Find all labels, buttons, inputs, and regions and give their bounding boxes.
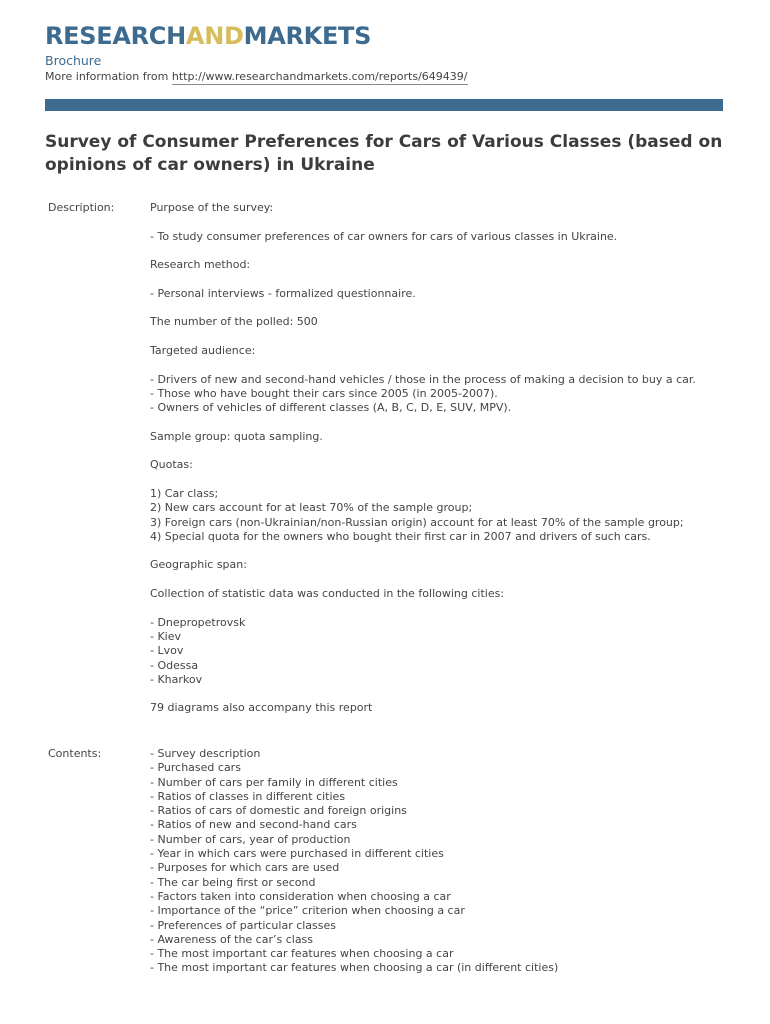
- contents-list: [150, 747, 558, 976]
- method-heading: Research method:: [150, 258, 251, 272]
- logo-markets: MARKETS: [243, 22, 372, 50]
- more-info-prefix: More information from: [45, 70, 172, 83]
- list-item: - The most important car features when choosing a car: [150, 947, 454, 961]
- logo-and: AND: [185, 22, 244, 50]
- method-text: - Personal interviews - formalized questionnaire.: [150, 286, 416, 300]
- more-info-line: [45, 70, 468, 83]
- sample-group: Sample group: quota sampling.: [150, 429, 323, 443]
- diagrams-note: 79 diagrams also accompany this report: [150, 701, 373, 715]
- list-item: - Ratios of classes in different cities: [150, 789, 346, 803]
- list-item: - Number of cars per family in different cities: [150, 775, 398, 789]
- list-item: - Importance of the “price” criterion when choosing a car: [150, 904, 465, 918]
- quotas-heading: Quotas:: [150, 458, 193, 472]
- geo-text: Collection of statistic data was conducted in the following cities:: [150, 587, 505, 601]
- list-item: - Purchased cars: [150, 761, 241, 775]
- list-item: - Ratios of new and second-hand cars: [150, 818, 357, 832]
- list-item: - Awareness of the car’s class: [150, 932, 314, 946]
- list-item: - The car being first or second: [150, 875, 316, 889]
- description-label: Description:: [48, 201, 115, 214]
- list-item: - Preferences of particular classes: [150, 918, 337, 932]
- audience-list: [150, 373, 730, 416]
- list-item: - Odessa: [150, 658, 199, 672]
- list-item: - Lvov: [150, 644, 184, 658]
- list-item: - Owners of vehicles of different classes (A, B, C, D, E, SUV, MPV).: [150, 401, 512, 415]
- list-item: - Survey description: [150, 747, 261, 760]
- header-divider-bar: [45, 99, 723, 111]
- list-item: - Kharkov: [150, 672, 203, 686]
- contents-label: Contents:: [48, 747, 102, 760]
- logo-research: RESEARCH: [45, 22, 186, 50]
- purpose-text: - To study consumer preferences of car owners for cars of various classes in Ukraine.: [150, 229, 618, 243]
- list-item: - Year in which cars were purchased in different cities: [150, 847, 444, 861]
- list-item: - The most important car features when choosing a car (in different cities): [150, 961, 559, 975]
- list-item: - Purposes for which cars are used: [150, 861, 340, 875]
- audience-heading: Targeted audience:: [150, 343, 256, 357]
- list-item: - Factors taken into consideration when choosing a car: [150, 889, 451, 903]
- list-item: 4) Special quota for the owners who bought their first car in 2007 and drivers of such cars.: [150, 529, 651, 543]
- geo-heading: Geographic span:: [150, 558, 247, 572]
- list-item: - Ratios of cars of domestic and foreign origins: [150, 804, 407, 818]
- quotas-list: [150, 487, 730, 544]
- description-body: [150, 201, 730, 730]
- logo: [45, 22, 371, 50]
- list-item: - Those who have bought their cars since 2005 (in 2005-2007).: [150, 386, 498, 400]
- list-item: - Drivers of new and second-hand vehicles / those in the process of making a decision to buy a car.: [150, 372, 696, 386]
- purpose-heading: Purpose of the survey:: [150, 201, 274, 214]
- polled-count: The number of the polled: 500: [150, 315, 318, 329]
- list-item: - Number of cars, year of production: [150, 832, 351, 846]
- cities-list: [150, 616, 730, 687]
- list-item: - Dnepropetrovsk: [150, 615, 246, 629]
- report-link[interactable]: http://www.researchandmarkets.com/reports/649439/: [171, 70, 468, 83]
- page-title: Survey of Consumer Preferences for Cars of Various Classes (based on opinions of car owners) in Ukraine: [45, 132, 723, 175]
- list-item: - Kiev: [150, 629, 182, 643]
- list-item: 2) New cars account for at least 70% of the sample group;: [150, 501, 473, 515]
- list-item: 1) Car class;: [150, 486, 219, 500]
- list-item: 3) Foreign cars (non-Ukrainian/non-Russian origin) account for at least 70% of the sample group;: [150, 515, 684, 529]
- brochure-label: Brochure: [45, 53, 102, 68]
